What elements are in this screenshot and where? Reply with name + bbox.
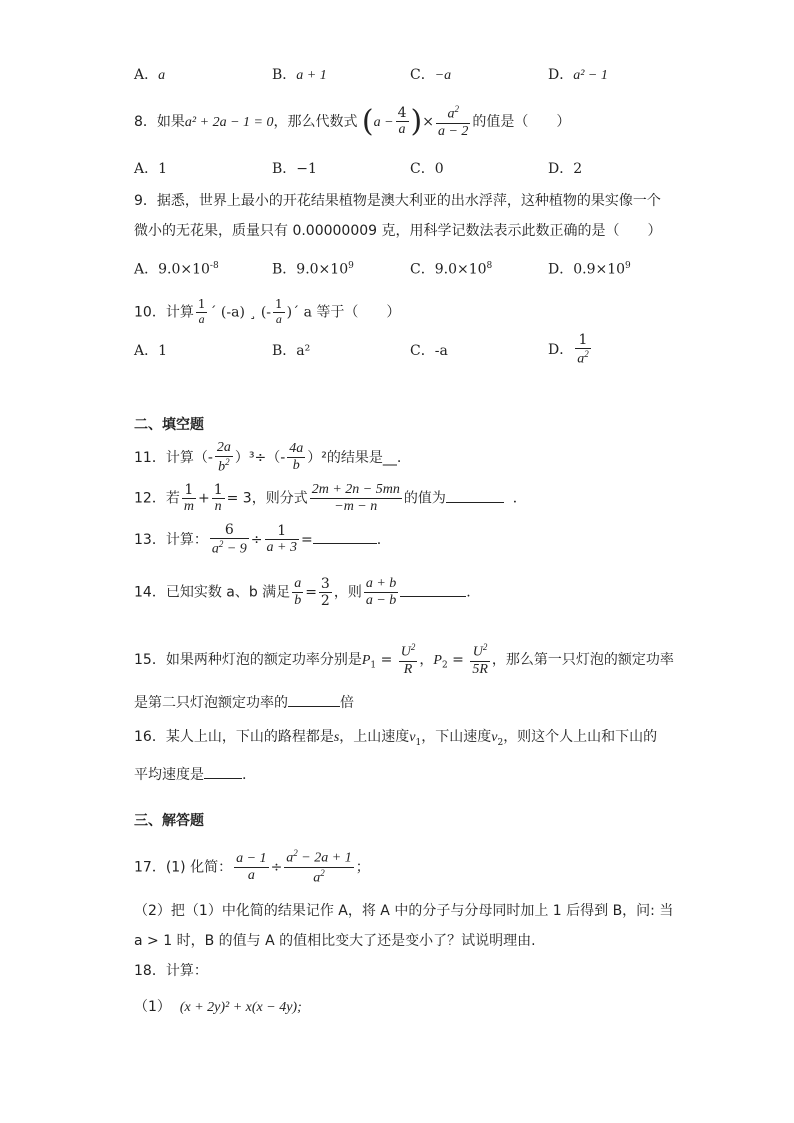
question-9-line2: 微小的无花果，质量只有 0.00000009 克，用科学记数法表示此数正确的是（ ）: [134, 223, 662, 239]
answer-blank[interactable]: [400, 584, 466, 597]
q10-option-b: B．a²: [272, 343, 311, 359]
question-17-part2-line2: a > 1 时，B 的值与 A 的值相比变大了还是变小了？试说明理由.: [134, 933, 536, 949]
question-9-line1: 9．据悉，世界上最小的开花结果植物是澳大利亚的出水浮萍，这种植物的果实像一个: [134, 193, 661, 209]
q8-option-d: D．2: [548, 161, 583, 177]
q9-option-c: C．$9.0\times 10^8$: [410, 261, 493, 278]
q8-option-c: C．0: [410, 161, 444, 177]
question-16-line1: 16．某人上山，下山的路程都是s，上山速度$v_1$，下山速度$v_2$，则这个人上山和下山的: [134, 729, 658, 748]
question-13: 13．计算： $\frac{6}{a^2 - 9}$ ÷ $\frac{1}{a + 3}$ = .: [134, 522, 382, 557]
q9-option-b: B．$9.0\times 10^9$: [272, 261, 354, 278]
q9-option-d: D．$0.9\times 10^9$: [548, 261, 631, 278]
question-8: 8．如果a² + 2a − 1 = 0，那么代数式 (a − $\frac{4}{a}$ )× $\frac{a^2}{a - 2}$ 的值是（ ）: [134, 103, 571, 139]
q7-option-b: B．a + 1: [272, 67, 327, 83]
q7-option-d: D．a² − 1: [548, 67, 608, 83]
q10-option-c: C．-a: [410, 343, 448, 359]
question-18-part1: （1） (x + 2y)² + x(x − 4y);: [134, 999, 302, 1015]
answer-blank[interactable]: [288, 694, 340, 707]
question-14: 14．已知实数 a、b 满足 $\frac{a}{b}$ = $\frac{3}{2}$ ，则 $\frac{a + b}{a - b}$ .: [134, 576, 471, 610]
question-17-part1: 17．(1) 化简： $\frac{a - 1}{a}$ ÷ $\frac{a^2 - 2a + 1}{a^2}$ ；: [134, 848, 370, 886]
q8-option-a: A．1: [134, 161, 168, 177]
q7-option-c: C．−a: [410, 67, 452, 83]
question-10: 10．计算 $\frac{1}{a}$ ´ (-a) ¸ (- $\frac{1}{a}$ )´ a 等于（ ）: [134, 297, 401, 326]
question-15-line1: 15．如果两种灯泡的额定功率分别是$P_1$ = $\frac{U^2}{R}$ ，$P_2$ = $\frac{U^2}{5R}$ ，那么第一只灯泡的额定功率: [134, 642, 674, 677]
q10-option-a: A．1: [134, 343, 168, 359]
q10-option-d: D． $\frac{1}{a^2}$: [548, 332, 589, 367]
question-12: 12．若 $\frac{1}{m}$ + $\frac{1}{n}$ = 3，则分式 $\frac{2m + 2n - 5mn}{-m - n}$ 的值为 ．: [134, 482, 527, 515]
section-fill-in-title: 二、填空题: [134, 417, 204, 433]
answer-blank[interactable]: [313, 531, 377, 544]
q8-option-b: B．−1: [272, 161, 317, 177]
answer-blank[interactable]: [204, 766, 242, 779]
q7-option-a: A．a: [134, 67, 166, 83]
question-18-title: 18．计算：: [134, 963, 208, 979]
section-solve-title: 三、解答题: [134, 813, 204, 829]
answer-blank[interactable]: [446, 490, 504, 503]
question-15-line2: 是第二只灯泡额定功率的 倍: [134, 695, 354, 711]
question-16-line2: 平均速度是 .: [134, 767, 247, 783]
q9-option-a: A．$9.0\times 10^{-8}$: [134, 261, 219, 278]
question-17-part2-line1: （2）把（1）中化简的结果记作 A，将 A 中的分子与分母同时加上 1 后得到 B，问: 当: [134, 903, 674, 919]
question-11: 11．计算（- $\frac{2a}{b^2}$ ）³÷（- $\frac{4a}{b}$ ）²的结果是__.: [134, 440, 402, 475]
